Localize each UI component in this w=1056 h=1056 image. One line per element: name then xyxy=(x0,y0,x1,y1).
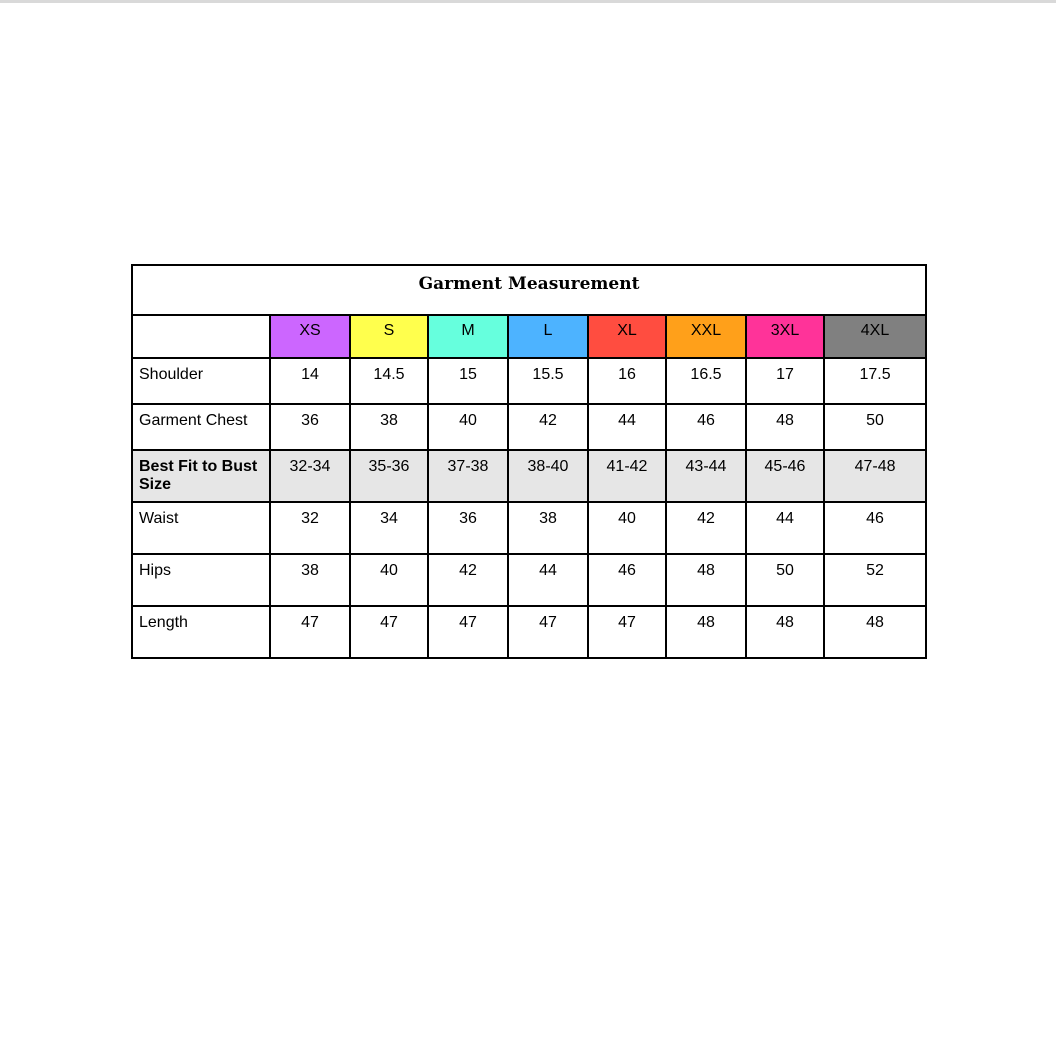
cell-length-xl: 47 xyxy=(588,606,666,658)
cell-best-fit-to-bust-size-3xl: 45-46 xyxy=(746,450,824,502)
size-header-l: L xyxy=(508,315,588,358)
cell-garment-chest-xl: 44 xyxy=(588,404,666,450)
cell-best-fit-to-bust-size-l: 38-40 xyxy=(508,450,588,502)
cell-length-4xl: 48 xyxy=(824,606,926,658)
size-header-4xl: 4XL xyxy=(824,315,926,358)
cell-length-xs: 47 xyxy=(270,606,350,658)
cell-garment-chest-xs: 36 xyxy=(270,404,350,450)
cell-shoulder-l: 15.5 xyxy=(508,358,588,404)
table-row-best-fit-to-bust-size xyxy=(132,450,926,502)
cell-shoulder-m: 15 xyxy=(428,358,508,404)
cell-length-s: 47 xyxy=(350,606,428,658)
title-row xyxy=(132,265,926,315)
cell-hips-l: 44 xyxy=(508,554,588,606)
cell-shoulder-xl: 16 xyxy=(588,358,666,404)
table-row-waist xyxy=(132,502,926,554)
table-row-garment-chest xyxy=(132,404,926,450)
row-label-length: Length xyxy=(132,606,270,658)
cell-best-fit-to-bust-size-xs: 32-34 xyxy=(270,450,350,502)
row-label-waist: Waist xyxy=(132,502,270,554)
cell-waist-l: 38 xyxy=(508,502,588,554)
cell-hips-s: 40 xyxy=(350,554,428,606)
size-header-row xyxy=(132,315,926,358)
cell-garment-chest-m: 40 xyxy=(428,404,508,450)
top-border-line xyxy=(0,0,1056,3)
cell-garment-chest-xxl: 46 xyxy=(666,404,746,450)
size-header-m: M xyxy=(428,315,508,358)
cell-hips-m: 42 xyxy=(428,554,508,606)
cell-best-fit-to-bust-size-m: 37-38 xyxy=(428,450,508,502)
table-row-hips xyxy=(132,554,926,606)
cell-length-l: 47 xyxy=(508,606,588,658)
row-label-hips: Hips xyxy=(132,554,270,606)
size-header-xxl: XXL xyxy=(666,315,746,358)
cell-garment-chest-4xl: 50 xyxy=(824,404,926,450)
cell-waist-xl: 40 xyxy=(588,502,666,554)
cell-hips-xxl: 48 xyxy=(666,554,746,606)
row-label-best-fit-to-bust-size: Best Fit to Bust Size xyxy=(132,450,270,502)
table-row-length xyxy=(132,606,926,658)
cell-best-fit-to-bust-size-4xl: 47-48 xyxy=(824,450,926,502)
table-title: Garment Measurement xyxy=(418,274,640,294)
size-header-xl: XL xyxy=(588,315,666,358)
size-header-xs: XS xyxy=(270,315,350,358)
cell-best-fit-to-bust-size-xl: 41-42 xyxy=(588,450,666,502)
cell-waist-4xl: 46 xyxy=(824,502,926,554)
table-row-shoulder xyxy=(132,358,926,404)
size-header-3xl: 3XL xyxy=(746,315,824,358)
cell-hips-xs: 38 xyxy=(270,554,350,606)
cell-waist-s: 34 xyxy=(350,502,428,554)
cell-shoulder-4xl: 17.5 xyxy=(824,358,926,404)
header-corner-cell xyxy=(132,315,270,358)
cell-garment-chest-3xl: 48 xyxy=(746,404,824,450)
cell-length-xxl: 48 xyxy=(666,606,746,658)
cell-waist-3xl: 44 xyxy=(746,502,824,554)
cell-length-m: 47 xyxy=(428,606,508,658)
cell-shoulder-s: 14.5 xyxy=(350,358,428,404)
cell-waist-xxl: 42 xyxy=(666,502,746,554)
table-title-cell xyxy=(132,265,926,315)
cell-best-fit-to-bust-size-s: 35-36 xyxy=(350,450,428,502)
cell-garment-chest-l: 42 xyxy=(508,404,588,450)
row-label-garment-chest: Garment Chest xyxy=(132,404,270,450)
cell-waist-xs: 32 xyxy=(270,502,350,554)
cell-length-3xl: 48 xyxy=(746,606,824,658)
cell-hips-4xl: 52 xyxy=(824,554,926,606)
cell-shoulder-xxl: 16.5 xyxy=(666,358,746,404)
size-header-s: S xyxy=(350,315,428,358)
cell-shoulder-xs: 14 xyxy=(270,358,350,404)
cell-shoulder-3xl: 17 xyxy=(746,358,824,404)
cell-hips-xl: 46 xyxy=(588,554,666,606)
garment-measurement-table xyxy=(131,264,927,659)
cell-hips-3xl: 50 xyxy=(746,554,824,606)
cell-waist-m: 36 xyxy=(428,502,508,554)
row-label-shoulder: Shoulder xyxy=(132,358,270,404)
cell-garment-chest-s: 38 xyxy=(350,404,428,450)
cell-best-fit-to-bust-size-xxl: 43-44 xyxy=(666,450,746,502)
